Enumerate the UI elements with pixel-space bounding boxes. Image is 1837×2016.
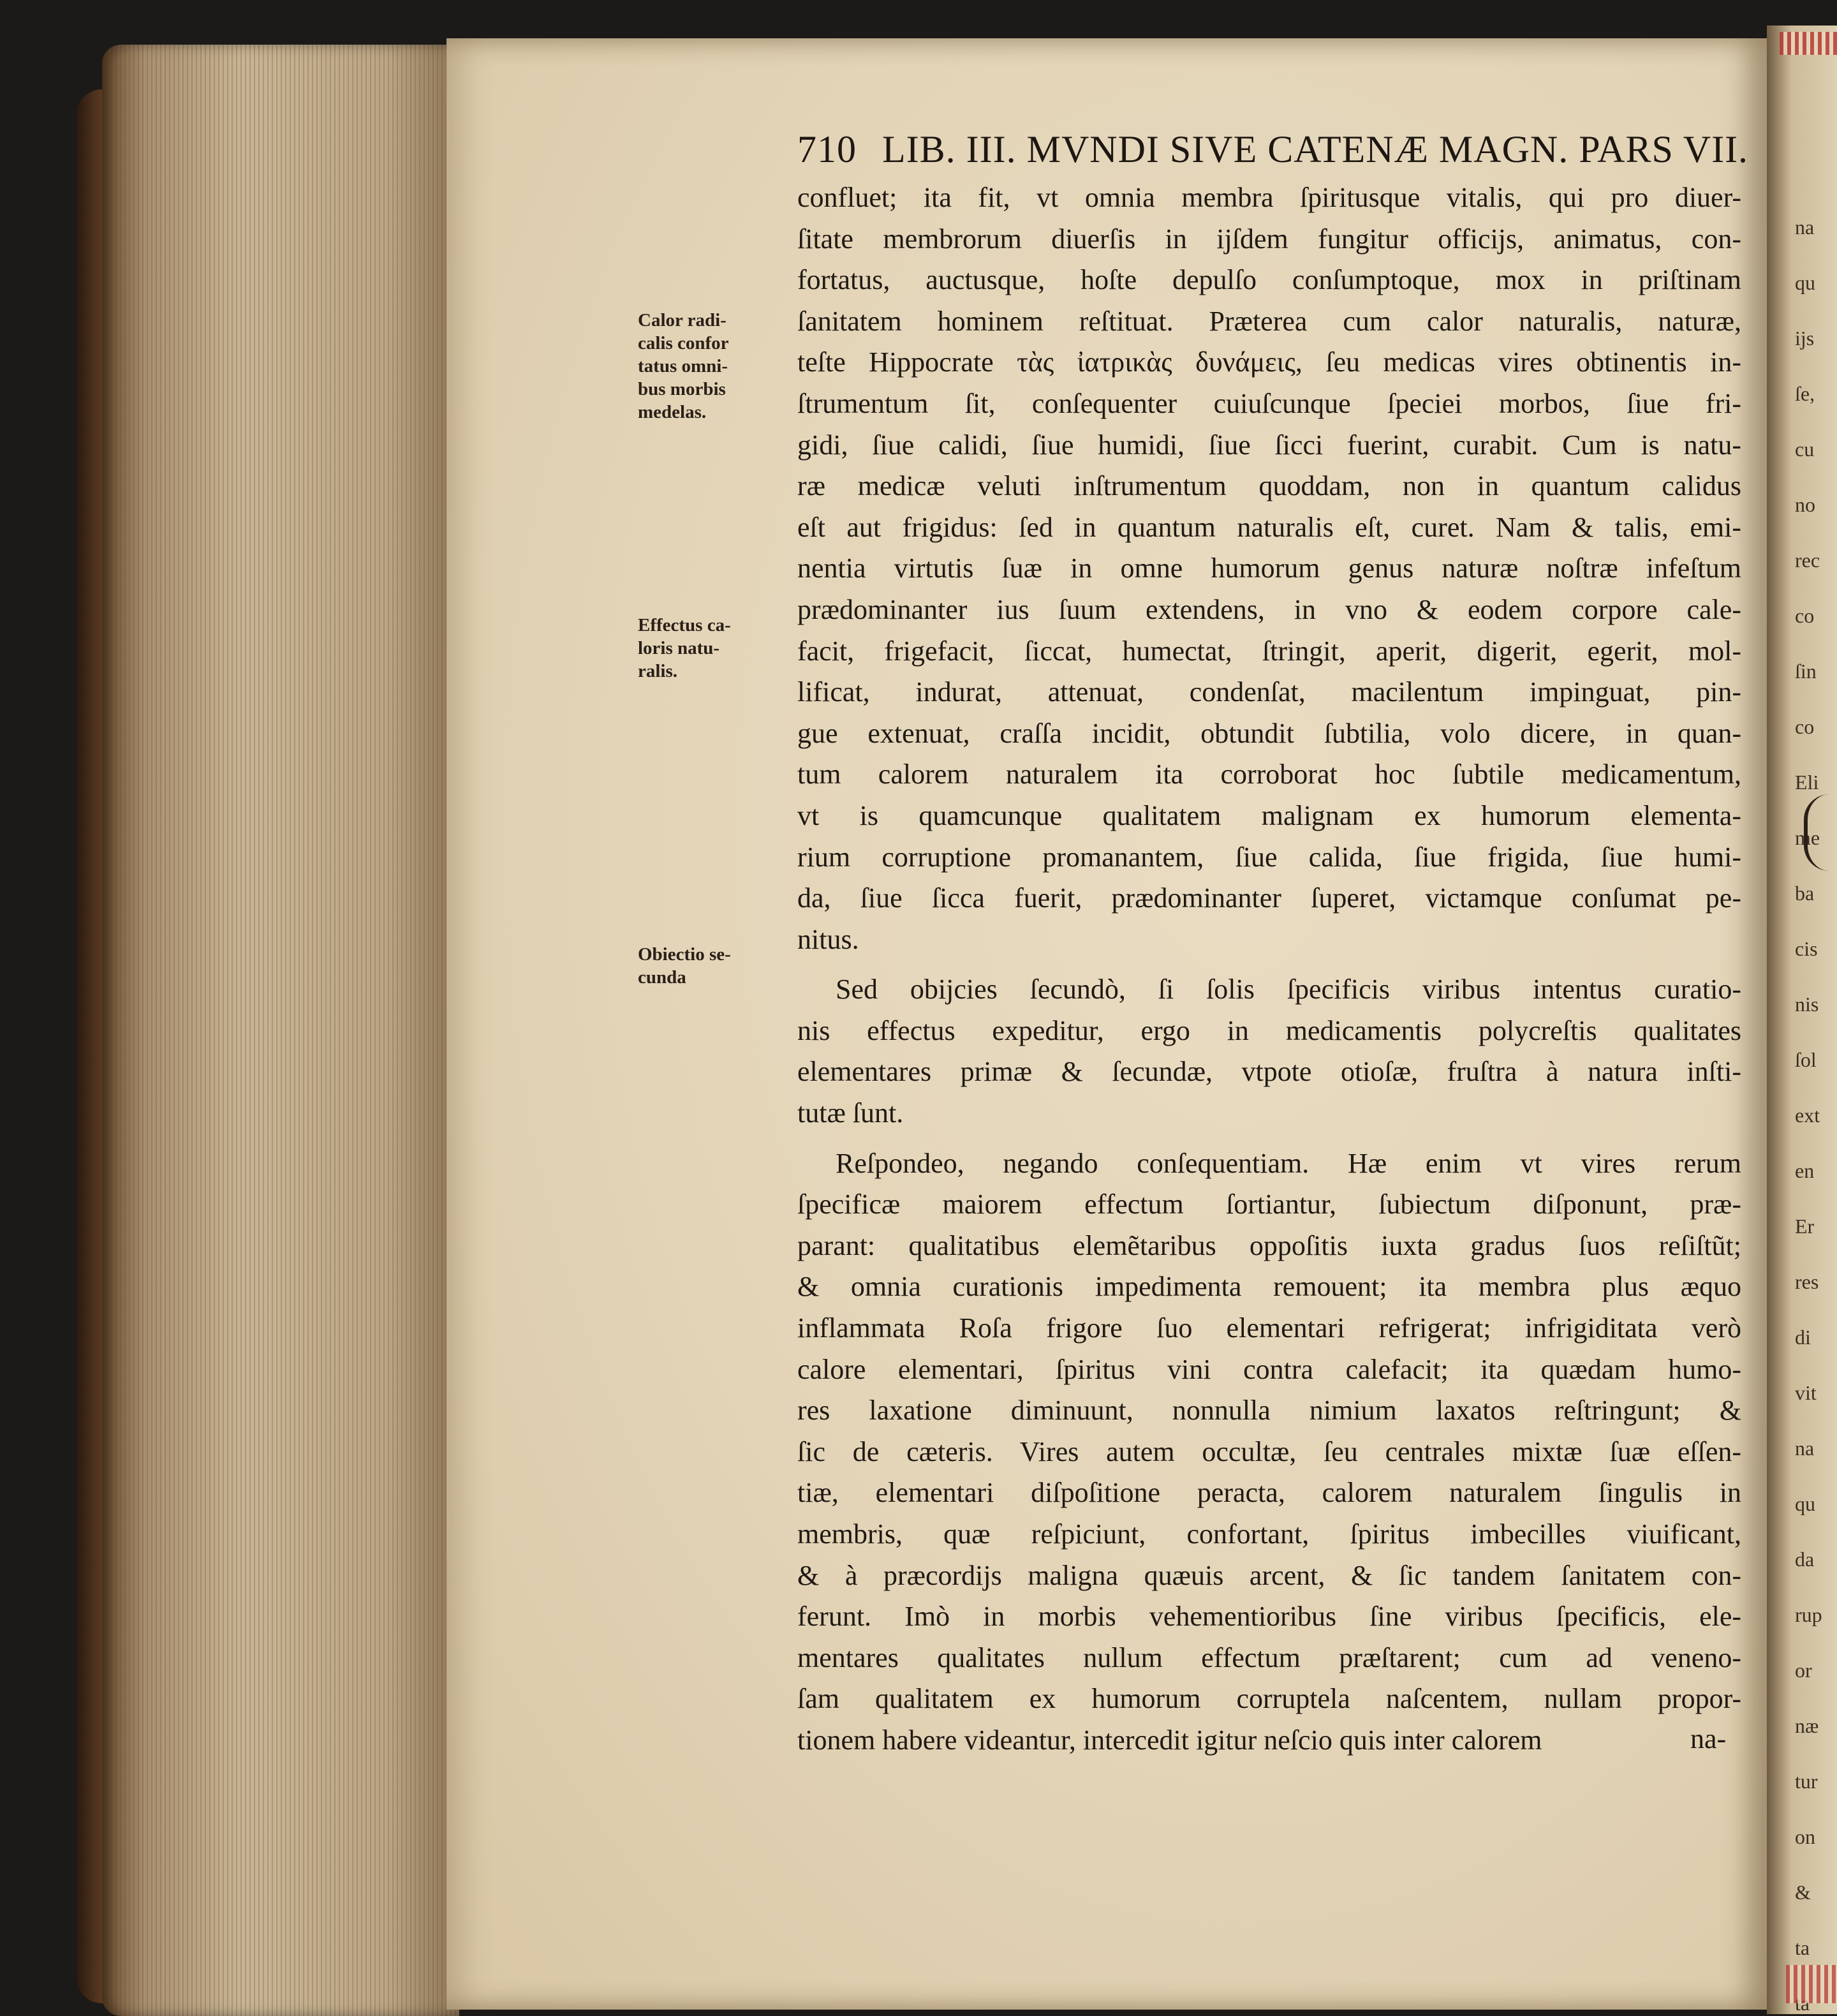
text-line: res laxatione diminuunt, nonnulla nimium laxatos reſtringunt; & (797, 1395, 1741, 1427)
facing-page-text-fragment: & (1795, 1881, 1811, 1904)
text-line: fortatus, auctusque, hoſte depulſo conſumptoque, mox in priſtinam (797, 264, 1741, 296)
text-line: tionem habere videantur, intercedit igitur neſcio quis inter calorem (797, 1724, 1542, 1756)
text-line: ſtrumentum ſit, conſequenter cuiuſcunque ſpeciei morbos, ſiue fri- (797, 387, 1741, 419)
text-line: ræ medicæ veluti inſtrumentum quoddam, non in quantum calidus (797, 470, 1741, 502)
facing-page-text-fragment: cu (1795, 438, 1815, 461)
text-line: nitus. (797, 923, 859, 955)
facing-page-text-fragment: qu (1795, 1492, 1815, 1515)
text-line: mentares qualitates nullum effectum præſtarent; cum ad veneno- (797, 1642, 1741, 1673)
text-line: gue extenuat, craſſa incidit, obtundit ſubtilia, volo dicere, in quan- (797, 717, 1741, 749)
margin-note-line: bus morbis (638, 379, 726, 399)
facing-page-text-fragment: co (1795, 604, 1815, 627)
facing-page-bracket (1804, 794, 1833, 871)
text-line: calore elementari, ſpiritus vini contra calefacit; ita quædam humo- (797, 1353, 1741, 1385)
margin-note-line: ralis. (638, 661, 678, 681)
text-line: prædominanter ius ſuum extendens, in vno & eodem corpore cale- (797, 593, 1741, 625)
text-line: & omnia curationis impedimenta remouent; ita membra plus æquo (797, 1271, 1741, 1303)
text-line: membris, quæ reſpiciunt, confortant, ſpiritus imbecilles viuificant, (797, 1518, 1741, 1550)
red-page-edge-bottom (1786, 1965, 1837, 2003)
text-line: gidi, ſiue calidi, ſiue humidi, ſiue ſicci fuerint, curabit. Cum is natu- (797, 429, 1741, 461)
facing-page-text-fragment: ſin (1795, 660, 1817, 683)
margin-note-line: tatus omni- (638, 356, 728, 376)
facing-page-text-fragment: rup (1795, 1603, 1822, 1626)
text-line: elementares primæ & ſecundæ, vtpote otioſæ, fruſtra à natura inſti- (797, 1056, 1741, 1088)
book-page-edges (102, 45, 459, 2016)
page-number: 710 (797, 128, 857, 170)
text-line: da, ſiue ſicca fuerit, prædominanter ſuperet, victamque conſumat pe- (797, 882, 1741, 914)
margin-note-line: medelas. (638, 402, 707, 422)
facing-page-text-fragment: ijs (1795, 327, 1815, 350)
facing-page-text-fragment: res (1795, 1270, 1819, 1293)
paragraph-1 (797, 177, 1741, 960)
text-line: vt is quamcunque qualitatem malignam ex humorum elementa- (797, 799, 1741, 831)
text-line: Reſpondeo, negando conſequentiam. Hæ enim vt vires rerum (836, 1147, 1741, 1179)
facing-page-text-fragment: nis (1795, 993, 1819, 1016)
facing-page-text-fragment: qu (1795, 271, 1815, 294)
facing-page-text-fragment: na (1795, 216, 1815, 239)
body-text (797, 177, 1741, 1761)
margin-note-line: calis confor (638, 333, 729, 353)
text-line: ſam qualitatem ex humorum corruptela naſcentem, nullam propor- (797, 1683, 1741, 1715)
margin-note-effectus (638, 614, 791, 683)
text-line: ſitate membrorum diuerſis in ijſdem fungitur officijs, animatus, con- (797, 223, 1741, 255)
facing-page-text-fragment: ſe, (1795, 382, 1815, 405)
facing-page-text-fragment: vit (1795, 1381, 1817, 1404)
text-line: confluet; ita fit, vt omnia membra ſpiritusque vitalis, qui pro diuer- (797, 182, 1741, 213)
running-head (797, 128, 1749, 179)
facing-page-text-fragment: di (1795, 1326, 1811, 1349)
facing-page-text-fragment: Er (1795, 1215, 1815, 1238)
facing-page-text-fragment: næ (1795, 1714, 1819, 1737)
margin-note-calor (638, 309, 791, 424)
facing-page-text-fragment: cis (1795, 937, 1818, 960)
text-line: teſte Hippocrate τὰς ἰατρικὰς δυνάμεις, ſeu medicas vires obtinentis in- (797, 346, 1741, 378)
paragraph-3 (797, 1143, 1741, 1761)
facing-page-text-fragment: me (1795, 826, 1820, 849)
margin-note-line: Effectus ca- (638, 615, 731, 635)
facing-page-text-fragment: en (1795, 1159, 1815, 1182)
margin-note-obiectio (638, 943, 791, 989)
text-line: eſt aut frigidus: ſed in quantum naturalis eſt, curet. Nam & talis, emi- (797, 511, 1741, 543)
margin-note-line: loris natu- (638, 638, 720, 658)
text-line: tiæ, elementari diſpoſitione peracta, calorem naturalem ſingulis in (797, 1477, 1741, 1509)
facing-page-text-fragment: ba (1795, 882, 1815, 905)
text-line: ferunt. Imò in morbis vehementioribus ſine viribus ſpecificis, ele- (797, 1601, 1741, 1633)
margin-note-line: cunda (638, 967, 686, 988)
facing-page-text-fragment: ta (1795, 1936, 1810, 1959)
text-line: nis effectus expeditur, ergo in medicamentis polycreſtis qualitates (797, 1014, 1741, 1046)
facing-page-text-fragment: na (1795, 1437, 1815, 1460)
red-page-edge-top (1780, 32, 1837, 55)
facing-page-text-fragment: Eli (1795, 771, 1819, 794)
facing-page-text-fragment: tur (1795, 1770, 1818, 1793)
margin-note-line: Obiectio se- (638, 944, 731, 965)
text-line: parant: qualitatibus elemẽtaribus oppoſitis iuxta gradus ſuos reſiſtũt; (797, 1229, 1741, 1261)
facing-page-text-fragment: ext (1795, 1104, 1820, 1127)
facing-page-text-fragment: rec (1795, 549, 1820, 572)
facing-page-text-fragment: or (1795, 1659, 1812, 1682)
text-line: lificat, indurat, attenuat, condenſat, macilentum impinguat, pin- (797, 676, 1741, 708)
facing-page-text-fragment: co (1795, 715, 1815, 738)
text-line: tutæ ſunt. (797, 1097, 904, 1129)
running-title: LIB. III. MVNDI SIVE CATENÆ MAGN. PARS VII. (882, 128, 1749, 170)
facing-page-text-fragment: da (1795, 1548, 1815, 1571)
catchword: na- (1690, 1723, 1727, 1754)
text-line: nentia virtutis ſuæ in omne humorum genus naturæ noſtræ infeſtum (797, 552, 1741, 584)
text-line: & à præcordijs maligna quæuis arcent, & ſic tandem ſanitatem con- (797, 1559, 1741, 1591)
text-line: ſic de cæteris. Vires autem occultæ, ſeu centrales mixtæ ſuæ eſſen- (797, 1435, 1741, 1467)
facing-page-fragment (1767, 26, 1837, 2014)
text-line: ſanitatem hominem reſtituat. Præterea cum calor naturalis, naturæ, (797, 305, 1741, 337)
paragraph-2 (797, 969, 1741, 1134)
margin-note-line: Calor radi- (638, 310, 727, 330)
facing-page-text-fragment: ſol (1795, 1048, 1817, 1071)
text-line: facit, frigefacit, ſiccat, humectat, ſtringit, aperit, digerit, egerit, mol- (797, 635, 1741, 667)
facing-page-text-fragment: no (1795, 493, 1815, 516)
text-line: ſpecificæ maiorem effectum ſortiantur, ſubiectum diſponunt, præ- (797, 1189, 1741, 1220)
text-line: inflammata Roſa frigore ſuo elementari refrigerat; infrigiditata verò (797, 1312, 1741, 1344)
text-line: tum calorem naturalem ita corroborat hoc ſubtile medicamentum, (797, 759, 1741, 790)
facing-page-text-fragment: on (1795, 1825, 1815, 1848)
text-line: rium corruptione promanantem, ſiue calida, ſiue frigida, ſiue humi- (797, 841, 1741, 873)
text-line: Sed obijcies ſecundò, ſi ſolis ſpecificis viribus intentus curatio- (836, 974, 1741, 1005)
